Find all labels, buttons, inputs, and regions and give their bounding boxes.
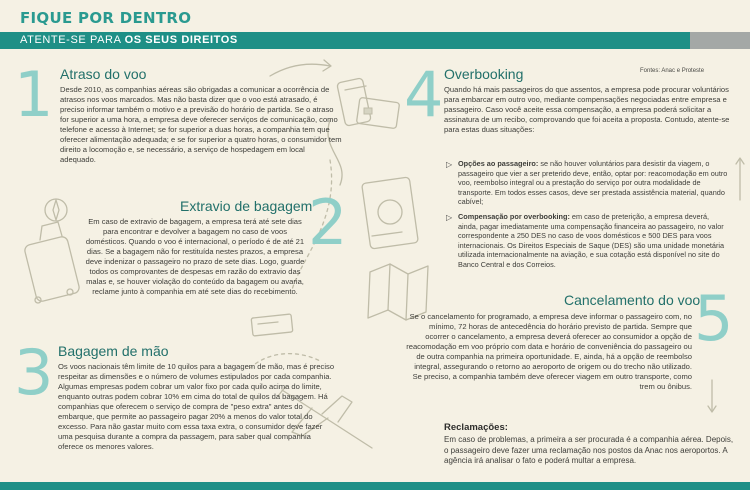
section-title-bagagem: Bagagem de mão xyxy=(58,343,169,359)
section-title-cancelamento: Cancelamento do voo xyxy=(564,292,701,308)
passport-icon xyxy=(362,177,419,249)
arrow-right-icon: ▷ xyxy=(446,160,453,169)
page-subtitle xyxy=(20,33,238,48)
subtitle-bar-accent xyxy=(690,32,750,49)
reclamacoes-title: Reclamações: xyxy=(444,422,508,433)
section-number-2: 2 xyxy=(308,186,348,259)
overbooking-item-1 xyxy=(458,159,730,207)
item-1-label: Opções ao passageiro: xyxy=(458,159,539,168)
section-title-atraso: Atraso do voo xyxy=(60,66,147,82)
section-text-cancelamento: Se o cancelamento for programado, a empresa deve informar o passageiro com, no mínimo, 72 horas de antecedência do horário previsto de partida. Sempre que ocorrer o cancelamento, a empresa deverá oferecer ao consumidor a opção de reacomodação em voo próprio com data e horário de conveniência do passageiro ou de outra companhia na primeira oportunidade. E, ainda, há a opção de reembolso integral, assegurando o retorno ao aeroporto de origem ou do trecho não utilizado. Se preciso, a companhia também deve oferecer viagem em outro transporte, como trem ou ônibus. xyxy=(406,312,692,391)
source-note: Fontes: Anac e Proteste xyxy=(640,68,705,74)
arrow-right-icon: ▷ xyxy=(446,213,453,222)
footer-bar xyxy=(0,482,750,490)
section-number-4: 4 xyxy=(404,58,444,131)
suitcase-icon xyxy=(24,222,81,303)
section-number-5: 5 xyxy=(694,282,734,355)
item-2-text: em caso de preterição, a empresa deverá, ainda, pagar imediatamente uma compensação financeira ao passageiro, no valor correspondente a 250 DES no caso de voos domésticos e 500 DES para voos internacionais. Os Direitos Especiais de Saque (DES) são uma unidade monetária utilizada internacionalmente na aviação, e sua cotação está disponível no site do Banco Central e dos Correios. xyxy=(458,212,725,269)
section-number-1: 1 xyxy=(14,58,54,131)
compass-icon xyxy=(45,199,67,221)
page-title: FIQUE POR DENTRO xyxy=(20,9,192,27)
section-title-overbooking: Overbooking xyxy=(444,66,524,82)
section-text-extravio: Em caso de extravio de bagagem, a empresa terá até sete dias para encontrar e devolver a bagagem no caso de voos domésticos. Quando o voo é internacional, o período é de até 21 dias. Se a bagagem não for restituída nestes prazos, a empresa deve indenizar o passageiro no prazo de sete dias. Logo, guarde todos os comprovantes de despesas em razão do extravio das malas e, se houver violação do conteúdo da bagagem ou avaria, reclame junto à companhia em até sete dias do recebimento. xyxy=(85,217,305,296)
reclamacoes-text: Em caso de problemas, a primeira a ser procurada é a companhia aérea. Depois, o passageiro deve fazer uma reclamação nos postos da Anac nos aeroportos. A agência irá analisar o fato e poderá multar a empresa. xyxy=(444,435,734,465)
section-text-bagagem: Os voos nacionais têm limite de 10 quilos para a bagagem de mão, mas é preciso respeitar as dimensões e o número de volumes estipulados por cada companhia. Algumas empresas podem cobrar um valor fixo por cada quilo acima do limite, enquanto outras podem cobrar 10% em cima do total de quilos da bagagem. Há companhias que oferecem o serviço de compra de "peso extra" antes do embarque, que permite ao passageiro pagar 20% a menos do valor total do excesso. Para não gastar muito com essa taxa extra, o consumidor deve fazer uma pesquisa durante a compra da passagem, para saber qual companhia oferece os menores valores. xyxy=(58,362,335,451)
section-text-overbooking: Quando há mais passageiros do que assentos, a empresa pode procurar voluntários para embarcar em outro voo, mediante compensações negociadas entre empresa e passageiro. Caso você aceite essa compensação, a empresa poderá solicitar a assinatura de um recibo, comprovando que foi aceita a proposta. Contudo, atente-se para estas duas situações: xyxy=(444,85,730,134)
item-2-label: Compensação por overbooking: xyxy=(458,212,570,221)
arrow-icon xyxy=(270,64,330,76)
item-1-text: se não houver voluntários para desistir da viagem, o passageiro que vier a ser preterido deve, então, optar por: reacomodação em outro voo, reembolso integral ou a prestação do serviço por outra modalidade de transporte. Em todos esses casos, deve ser prestada assistência material, quando cabível; xyxy=(458,159,728,207)
credit-card-icon xyxy=(356,97,399,128)
subtitle-prefix: ATENTE-SE PARA xyxy=(20,34,125,46)
section-text-atraso: Desde 2010, as companhias aéreas são obrigadas a comunicar a ocorrência de atrasos nos voos marcados. Mas não basta dizer que o voo está atrasado, é preciso informar também o motivo e a previsão do horário de partida. Se o atraso for superior a uma hora, a empresa deve oferecer serviços de comunicação, como telefone e acesso à Internet; se for superior a duas horas, a companhia tem que oferecer alimentação adequada; e se for superior a quatro horas, o consumidor tem direito a locomoção e, se necessário, a serviço de hospedagem em local adequado. xyxy=(60,85,342,164)
subtitle-bold: OS SEUS DIREITOS xyxy=(124,34,238,46)
section-number-3: 3 xyxy=(14,336,54,409)
ticket-icon xyxy=(251,314,293,336)
section-title-extravio: Extravio de bagagem xyxy=(180,198,313,214)
overbooking-item-2 xyxy=(458,212,730,270)
